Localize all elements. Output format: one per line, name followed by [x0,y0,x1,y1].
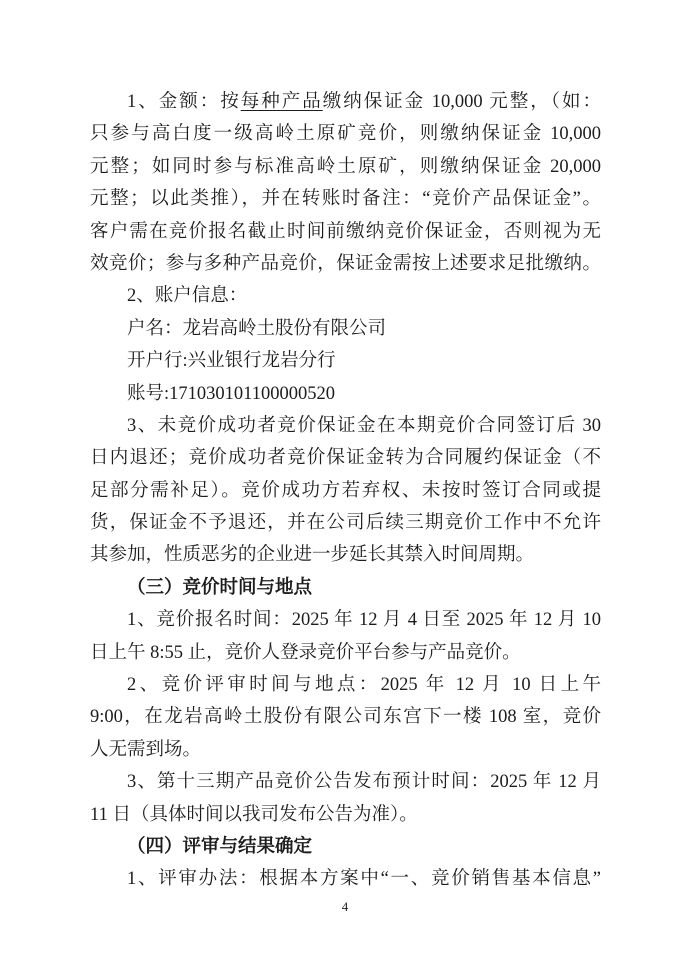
section-heading-review-result: （四）评审与结果确定 [127,836,313,857]
deposit-refund-line-1: 3、未竞价成功者竞价保证金在本期竞价合同签订后 30 [127,415,601,436]
underlined-phrase: 每种产品 [240,92,323,112]
section-heading-bidding-time: （三）竞价时间与地点 [127,577,313,598]
account-info-heading: 2、账户信息： [127,286,248,307]
deposit-refund-line-4: 货，保证金不予退还，并在公司后续三期竞价工作中不允许 [90,513,601,534]
bank-branch-line: 开户行:兴业银行龙岩分行 [127,351,336,372]
next-announcement-line-2: 11 日（具体时间以我司发布公告为准）。 [90,804,418,825]
deposit-amount-line-3: 元整；如同时参与标准高岭土原矿，则缴纳保证金 20,000 [90,156,601,177]
deposit-amount-line-2: 只参与高白度一级高岭土原矿竞价，则缴纳保证金 10,000 [90,124,601,145]
deposit-amount-line-1-post: 缴纳保证金 10,000 元整，（如： [322,92,601,112]
deposit-amount-line-5: 客户需在竞价报名截止时间前缴纳竞价保证金，否则视为无 [90,221,601,242]
signup-time-line-2: 日上午 8:55 止，竞价人登录竞价平台参与产品竞价。 [90,642,521,663]
deposit-amount-line-6: 效竞价；参与多种产品竞价，保证金需按上述要求足批缴纳。 [90,253,601,274]
review-time-line-2: 9:00，在龙岩高岭土股份有限公司东宫下一楼 108 室，竞价 [90,707,601,728]
document-body [90,86,601,896]
review-method-line-1: 1、评审办法：根据本方案中“一、竞价销售基本信息” [127,869,601,890]
account-name-line: 户名：龙岩高岭土股份有限公司 [127,318,387,339]
deposit-amount-line-1 [90,86,601,118]
deposit-refund-line-3: 足部分需补足）。竞价成功方若弃权、未按时签订合同或提 [90,480,601,501]
review-time-line-1: 2、竞价评审时间与地点：2025 年 12 月 10 日上午 [127,675,601,696]
deposit-refund-line-5: 其参加，性质恶劣的企业进一步延长其禁入时间周期。 [90,545,535,566]
review-time-line-3: 人无需到场。 [90,739,202,760]
deposit-amount-line-4: 元整；以此类推），并在转账时备注：“竞价产品保证金”。 [90,189,601,210]
signup-time-line-1: 1、竞价报名时间：2025 年 12 月 4 日至 2025 年 12 月 10 [127,610,601,631]
deposit-refund-line-2: 日内退还；竞价成功者竞价保证金转为合同履约保证金（不 [90,448,601,469]
page-number: 4 [341,899,349,914]
deposit-amount-line-1-pre: 1、金额：按 [127,92,241,112]
next-announcement-line-1: 3、第十三期产品竞价公告发布预计时间：2025 年 12 月 [127,772,601,793]
account-number-line: 账号:171030101100000520 [127,383,335,404]
